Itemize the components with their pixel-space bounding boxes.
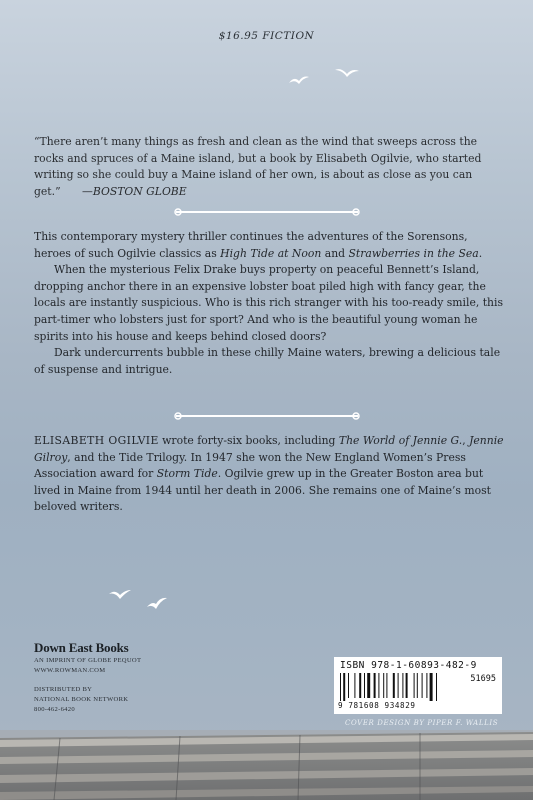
distributor-name: NATIONAL BOOK NETWORK bbox=[34, 696, 129, 703]
book-description bbox=[34, 229, 504, 378]
quote-text: “There aren’t many things as fresh and clean as the wind that sweeps across the rocks and spruces of a Maine island, but a book by Elisabeth Ogilvie, who started writing so she could buy a Maine island of her own, is about as close as you can get.” bbox=[34, 135, 482, 198]
book-title-high-tide: High Tide at Noon bbox=[220, 246, 322, 260]
book-title: The World of Jennie G. bbox=[338, 434, 463, 447]
seagull-icon bbox=[146, 596, 168, 610]
barcode-bars bbox=[340, 673, 462, 701]
rope-divider bbox=[172, 409, 362, 423]
distributor-label: DISTRIBUTED BY bbox=[34, 686, 93, 693]
book-title: Storm Tide bbox=[156, 467, 218, 481]
bio-text: wrote forty-six books, including bbox=[158, 434, 339, 447]
description-text: and bbox=[321, 246, 349, 260]
book-title-strawberries: Strawberries in the Sea bbox=[348, 246, 479, 260]
bio-text: , and the Tide Trilogy. In 1947 she won the New England Women’s Press Association award for bbox=[34, 450, 466, 481]
quote-attribution: —BOSTON GLOBE bbox=[82, 184, 187, 198]
description-text: This contemporary mystery thriller continues the adventures of the Sorensons, heroes of such Ogilvie classics as bbox=[34, 230, 468, 260]
isbn-barcode bbox=[334, 657, 502, 714]
price-genre-line: $16.95 FICTION bbox=[218, 30, 315, 42]
book-title: Jennie Gilroy bbox=[34, 434, 504, 464]
description-paragraph-1 bbox=[34, 229, 504, 262]
cover-design-credit: COVER DESIGN BY PIPER F. WALLIS bbox=[345, 719, 499, 727]
seagull-icon bbox=[334, 66, 360, 78]
barcode-digits: 9 781608 934829 bbox=[338, 701, 416, 710]
imprint-line: AN IMPRINT OF GLOBE PEQUOT bbox=[34, 657, 142, 664]
bio-text: , bbox=[462, 434, 470, 447]
description-paragraph-2: When the mysterious Felix Drake buys property on peaceful Bennett’s Island, dropping anchor there in an expensive lobster boat piled high with fancy gear, the locals are instantly suspicious. Who is this rich stranger with his too-ready smile, this part-timer who lobsters just for sport? And who is the beautiful young woman he spirits into his house and keeps behind closed doors? bbox=[34, 263, 503, 343]
distributor-phone: 800-462-6420 bbox=[34, 706, 75, 713]
publisher-website: WWW.ROWMAN.COM bbox=[34, 667, 106, 674]
seagull-icon bbox=[288, 74, 310, 86]
author-name: ELISABETH OGILVIE bbox=[34, 434, 159, 447]
rope-divider bbox=[172, 205, 362, 219]
seagull-icon bbox=[108, 588, 132, 600]
bio-text: . Ogilvie grew up in the Greater Boston area but lived in Maine from 1944 until her death in 2006. She remains one of Maine’s most beloved writers. bbox=[34, 467, 491, 514]
description-paragraph-3: Dark undercurrents bubble in these chilly Maine waters, brewing a delicious tale of suspense and intrigue. bbox=[34, 346, 501, 376]
wooden-dock-illustration bbox=[0, 730, 533, 800]
barcode-price-code: 51695 bbox=[470, 674, 496, 684]
author-bio bbox=[34, 433, 506, 516]
publisher-block bbox=[34, 640, 142, 715]
description-text: . bbox=[478, 246, 483, 260]
publisher-logo: Down East Books bbox=[34, 640, 129, 655]
isbn-number: ISBN 978-1-60893-482-9 bbox=[340, 660, 477, 671]
press-quote bbox=[34, 134, 500, 200]
